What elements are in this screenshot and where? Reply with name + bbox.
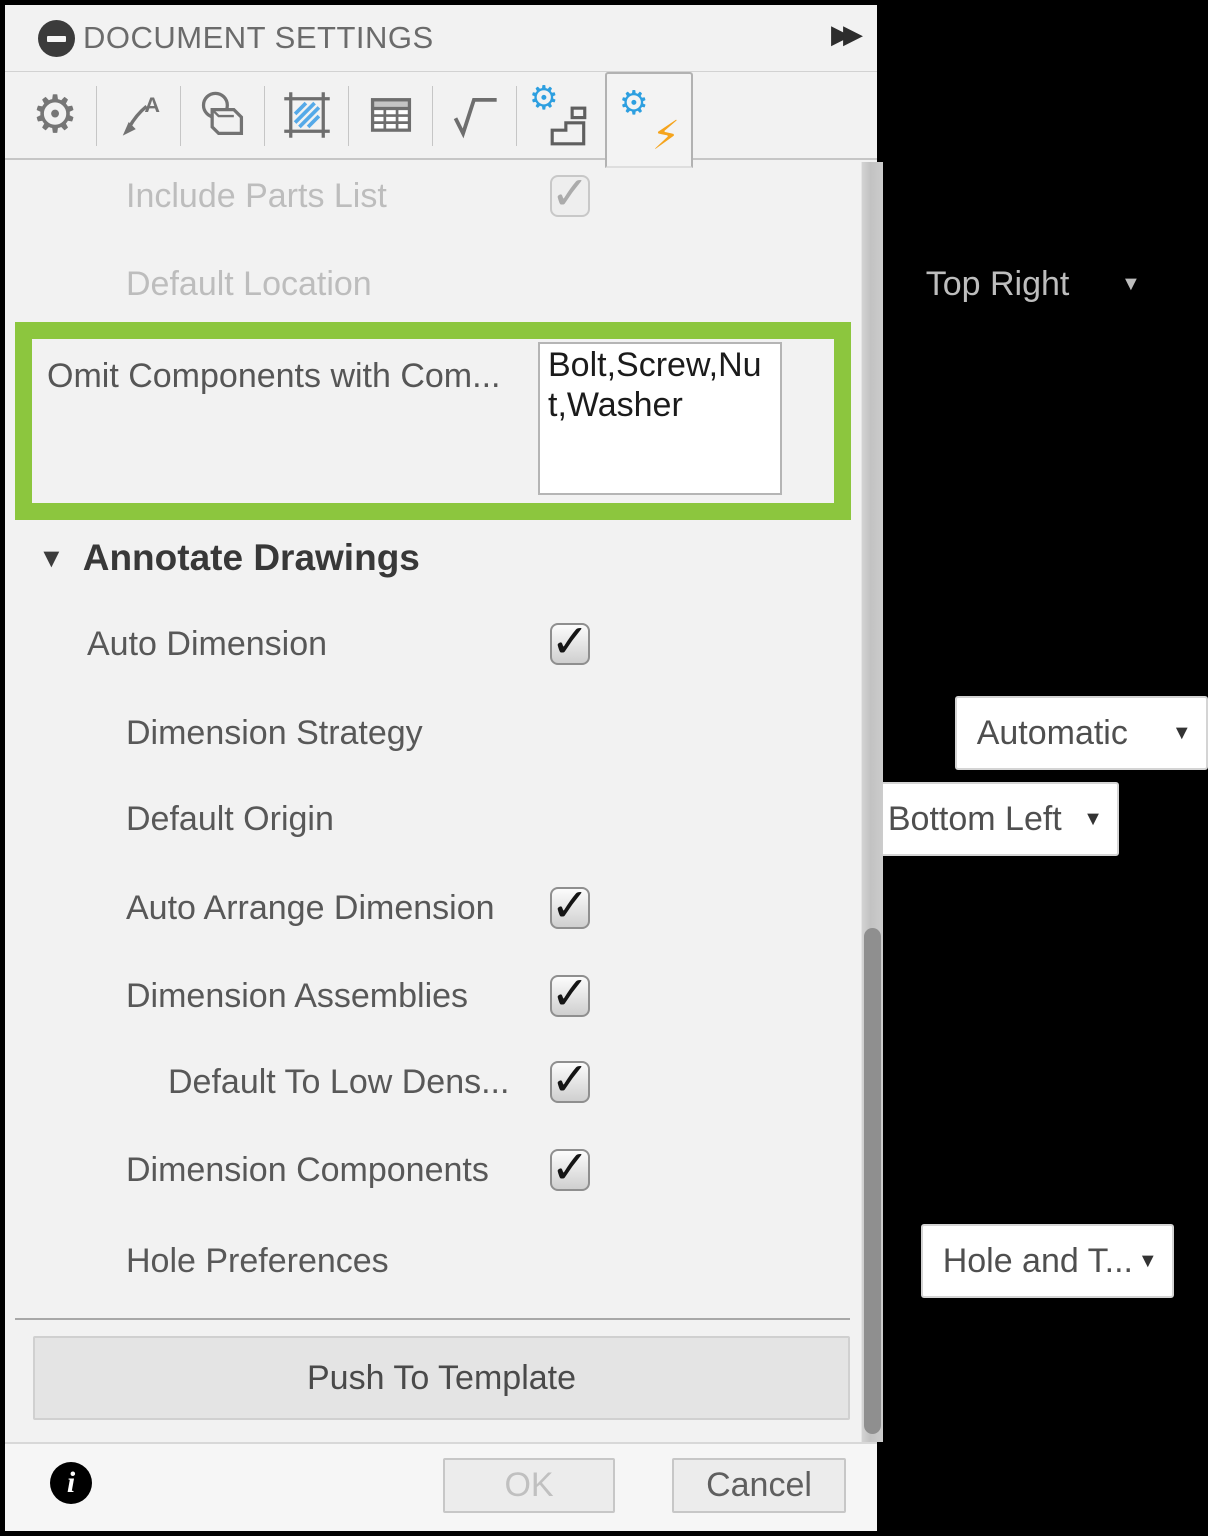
default-to-low-density-checkbox[interactable]: ✓ [550, 1053, 590, 1105]
push-to-template-button[interactable]: Push To Template [33, 1336, 850, 1420]
default-location-label: Default Location [126, 264, 372, 303]
dimension-strategy-dropdown[interactable] [955, 696, 1208, 770]
omit-components-label: Omit Components with Com... [47, 357, 501, 395]
row-dimension-components [5, 1136, 841, 1204]
scrollbar-track[interactable] [861, 162, 883, 1442]
dimension-strategy-value: Automatic [976, 713, 1128, 752]
minus-icon [47, 36, 66, 42]
expand-panel-icon[interactable]: ▶▶ [831, 19, 855, 49]
chevron-down-icon: ▼ [1120, 272, 1141, 295]
dimension-components-checkbox[interactable]: ✓ [550, 1141, 590, 1193]
hole-preferences-dropdown[interactable] [921, 1224, 1174, 1298]
row-dimension-strategy [5, 696, 1192, 770]
row-default-location [5, 252, 1141, 316]
scrollbar-thumb[interactable] [864, 928, 881, 1434]
omit-components-highlight [15, 322, 851, 520]
panel-title: DOCUMENT SETTINGS [83, 20, 434, 55]
default-origin-dropdown[interactable] [866, 782, 1119, 856]
omit-components-textarea[interactable] [538, 342, 782, 495]
settings-tabbar [5, 72, 877, 160]
tab-general[interactable] [13, 72, 97, 158]
gear-parts-icon: ⚙ [531, 87, 587, 143]
auto-arrange-dimension-checkbox[interactable]: ✓ [550, 879, 590, 931]
chevron-down-icon: ▼ [1083, 807, 1103, 830]
default-location-value: Top Right [925, 264, 1070, 303]
row-auto-dimension [5, 610, 841, 678]
row-default-origin [5, 782, 1103, 856]
square-root-icon [449, 89, 501, 141]
auto-arrange-dimension-label: Auto Arrange Dimension [126, 888, 495, 927]
chevron-down-icon: ▼ [1171, 721, 1192, 744]
dimension-assemblies-label: Dimension Assemblies [126, 976, 469, 1015]
include-parts-list-checkbox[interactable]: ✓ [550, 167, 590, 219]
default-to-low-density-label: Default To Low Dens... [168, 1062, 510, 1101]
row-hole-preferences [5, 1224, 1158, 1298]
tab-table[interactable] [349, 72, 433, 158]
section-triangle-icon: ▼ [38, 542, 65, 573]
collapse-panel-button[interactable] [38, 20, 75, 57]
default-origin-label: Default Origin [126, 799, 334, 838]
tab-automation-parts[interactable] [517, 72, 601, 158]
tab-geometry[interactable] [181, 72, 265, 158]
dimension-arrow-icon [113, 89, 165, 141]
dimension-components-label: Dimension Components [126, 1150, 489, 1189]
panel-footer [5, 1442, 877, 1531]
ok-button[interactable]: OK [443, 1458, 615, 1513]
annotate-drawings-label: Annotate Drawings [82, 537, 420, 578]
content-divider [15, 1318, 850, 1320]
row-default-to-low-density [5, 1048, 841, 1116]
row-dimension-assemblies [5, 962, 841, 1030]
dimension-strategy-label: Dimension Strategy [126, 713, 423, 752]
row-include-parts-list [5, 164, 841, 228]
panel-header [5, 5, 877, 72]
tab-automation-actions[interactable] [605, 72, 693, 168]
tab-equation[interactable] [433, 72, 517, 158]
auto-dimension-checkbox[interactable]: ✓ [550, 615, 590, 667]
dimension-assemblies-checkbox[interactable]: ✓ [550, 967, 590, 1019]
default-origin-value: Bottom Left [887, 799, 1062, 838]
svg-text:A: A [144, 91, 161, 117]
geometry-shapes-icon [197, 89, 249, 141]
table-icon [365, 89, 417, 141]
annotate-drawings-section[interactable] [5, 534, 841, 582]
gear-lightning-icon: ⚙ ⚡ [619, 84, 680, 158]
panel-body [5, 5, 1192, 1531]
gear-icon: ⚙ [31, 86, 79, 144]
info-icon[interactable]: i [50, 1462, 92, 1504]
tab-dimension-style[interactable] [97, 72, 181, 158]
sheet-frame-icon [281, 89, 333, 141]
cancel-button[interactable]: Cancel [672, 1458, 846, 1513]
hole-preferences-value: Hole and T... [942, 1241, 1133, 1280]
settings-content [5, 160, 1192, 1437]
chevron-down-icon: ▼ [1137, 1249, 1158, 1272]
hole-preferences-label: Hole Preferences [126, 1241, 389, 1280]
include-parts-list-label: Include Parts List [126, 176, 387, 215]
tab-sheet-frame[interactable] [265, 72, 349, 158]
row-auto-arrange-dimension [5, 874, 841, 942]
auto-dimension-label: Auto Dimension [87, 624, 328, 663]
default-location-dropdown[interactable] [904, 247, 1157, 321]
